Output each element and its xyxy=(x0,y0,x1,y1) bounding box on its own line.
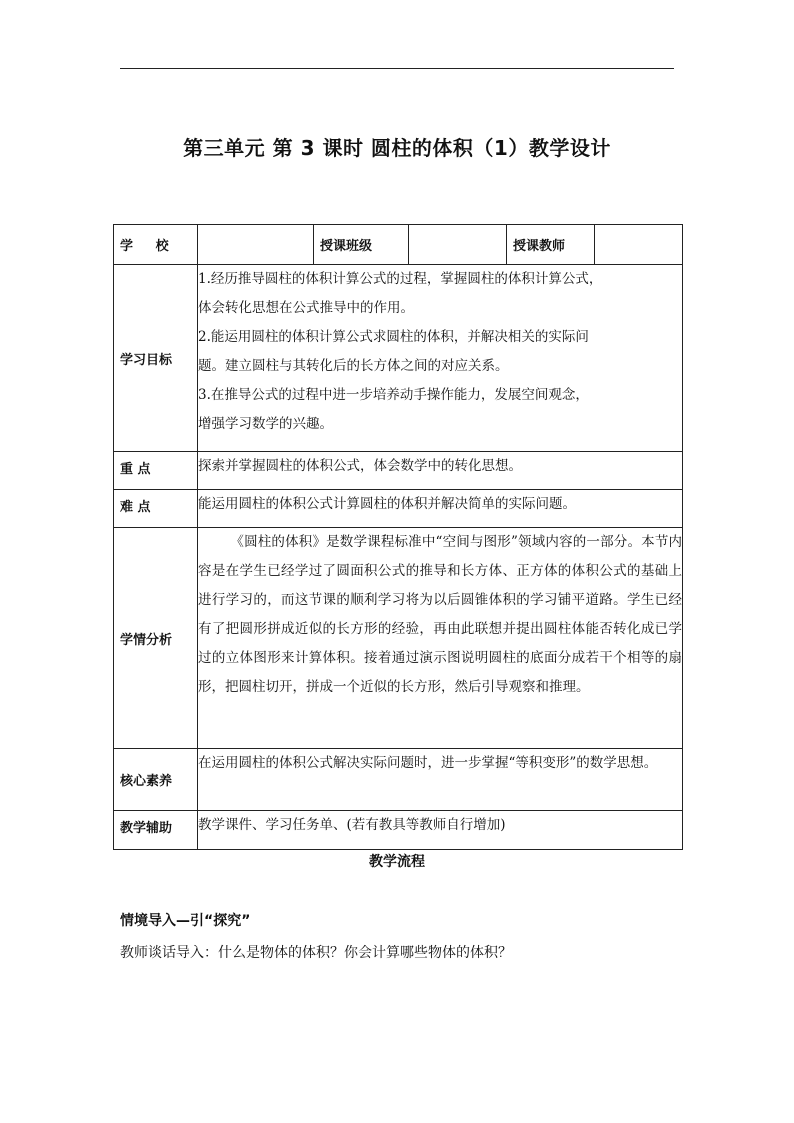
school-label: 学 校 xyxy=(114,225,198,265)
goal-line: 1.经历推导圆柱的体积计算公式的过程，掌握圆柱的体积计算公式， xyxy=(198,271,603,287)
key-point-label: 重 点 xyxy=(114,452,198,490)
section-heading: 情境导入—引“探究” xyxy=(120,913,251,929)
school-value[interactable] xyxy=(198,225,314,265)
goals-row xyxy=(114,265,683,452)
aids-row xyxy=(114,811,683,850)
literacy-label: 核心素养 xyxy=(114,749,198,811)
analysis-label: 学情分析 xyxy=(114,528,198,749)
analysis-content: 《圆柱的体积》是数学课程标准中“空间与图形”领域内容的一部分。本节内容是在学生已经学过了圆面积公式的推导和长方体、正方体的体积公式的基础上进行学习的，而这节课的顺利学习将为以后圆锥体积的学习铺平道路。学生已经有了把圆形拼成近似的长方形的经验，再由此联想并提出圆柱体能否转化成已学过的立体图形来计算体积。接着通过演示图说明圆柱的底面分成若干个相等的扇形，把圆柱切开，拼成一个近似的长方形，然后引导观察和推理。 xyxy=(198,528,683,749)
class-value[interactable] xyxy=(409,225,507,265)
goal-line: 3.在推导公式的过程中进一步培养动手操作能力，发展空间观念， xyxy=(198,387,589,403)
header-row xyxy=(114,225,683,265)
intro-text: 教师谈话导入：什么是物体的体积？你会计算哪些物体的体积？ xyxy=(120,945,512,961)
page-title: 第三单元 第 3 课时 圆柱的体积（1）教学设计 xyxy=(183,136,611,160)
teacher-value[interactable] xyxy=(595,225,683,265)
difficult-point-content: 能运用圆柱的体积公式计算圆柱的体积并解决简单的实际问题。 xyxy=(198,490,683,528)
goal-line: 体会转化思想在公式推导中的作用。 xyxy=(198,300,414,316)
teacher-label: 授课教师 xyxy=(507,225,595,265)
literacy-content: 在运用圆柱的体积公式解决实际问题时，进一步掌握“等积变形”的数学思想。 xyxy=(198,749,683,811)
analysis-row xyxy=(114,528,683,749)
literacy-row xyxy=(114,749,683,811)
difficult-point-label: 难 点 xyxy=(114,490,198,528)
goals-label: 学习目标 xyxy=(114,265,198,452)
header-rule xyxy=(120,68,674,69)
aids-label: 教学辅助 xyxy=(114,811,198,850)
class-label: 授课班级 xyxy=(314,225,409,265)
goal-line: 2.能运用圆柱的体积计算公式求圆柱的体积，并解决相关的实际问 xyxy=(198,329,589,345)
lesson-plan-table xyxy=(113,224,683,850)
goal-line: 增强学习数学的兴趣。 xyxy=(198,416,333,432)
goal-line: 题。建立圆柱与其转化后的长方体之间的对应关系。 xyxy=(198,358,509,374)
key-point-content: 探索并掌握圆柱的体积公式，体会数学中的转化思想。 xyxy=(198,452,683,490)
flow-title: 教学流程 xyxy=(369,854,425,870)
aids-content: 教学课件、学习任务单、(若有教具等教师自行增加) xyxy=(198,811,683,850)
goals-content xyxy=(198,265,683,452)
key-point-row xyxy=(114,452,683,490)
difficult-point-row xyxy=(114,490,683,528)
